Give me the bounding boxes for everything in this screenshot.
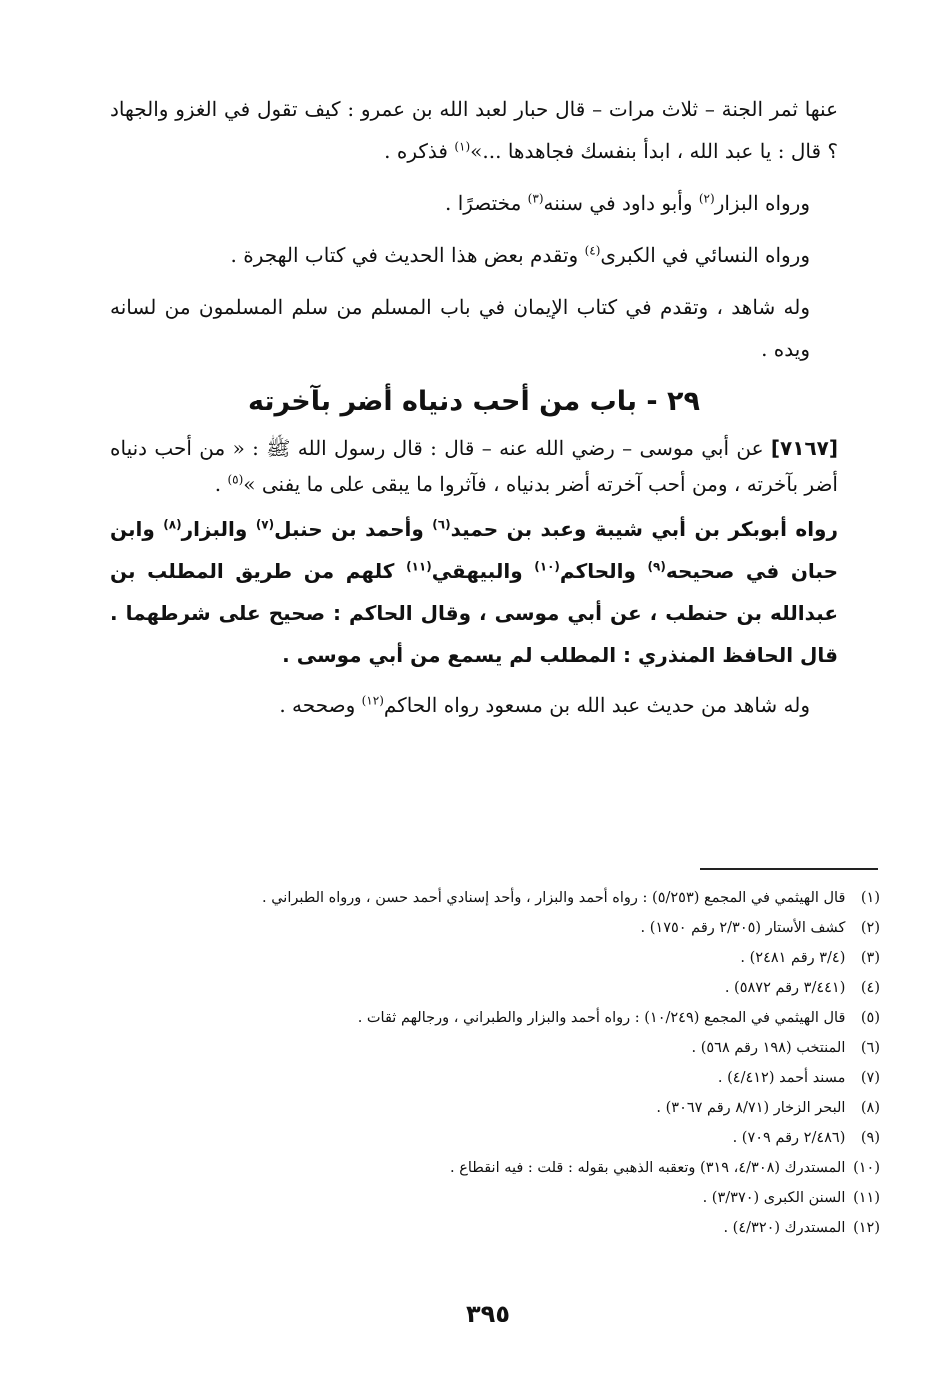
footnote-ref-4[interactable]: (٤)	[584, 243, 601, 258]
footnote-ref-6[interactable]: (٦)	[432, 517, 451, 532]
paragraph-2-text: ورواه البزار	[714, 191, 810, 215]
paragraph-3-end: وتقدم بعض هذا الحديث في كتاب الهجرة .	[230, 243, 585, 267]
footnote-ref-9[interactable]: (٩)	[647, 559, 666, 574]
takhrij-text-d: وابن حبان في صحيحه	[110, 517, 839, 583]
takhrij-text-f: والبيهقي	[431, 559, 535, 583]
footnote-number: (٥)	[860, 1010, 880, 1026]
footnote-number: (٦)	[860, 1040, 880, 1056]
shahid-paragraph	[110, 684, 838, 726]
shahid-text: وله شاهد من حديث عبد الله بن مسعود رواه الحاكم	[383, 693, 810, 717]
footnote-divider	[700, 868, 878, 870]
footnote-item	[110, 1093, 880, 1123]
footnote-number: (٣)	[860, 950, 880, 966]
paragraph-2-text-b: وأبو داود في سننه	[543, 191, 699, 215]
paragraph-2-end: مختصرًا .	[445, 191, 528, 215]
footnote-ref-8[interactable]: (٨)	[163, 517, 182, 532]
paragraph-1	[110, 88, 838, 172]
paragraph-4: وله شاهد ، وتقدم في كتاب الإيمان في باب المسلم من سلم المسلمون من لسانه ويده .	[110, 295, 810, 361]
footnote-ref-3[interactable]: (٣)	[527, 191, 544, 206]
footnote-ref-1[interactable]: (١)	[454, 139, 471, 154]
footnote-text: المنتخب (١٩٨ رقم ٥٦٨) .	[691, 1040, 846, 1056]
chapter-heading: ٢٩ - باب من أحب دنياه أضر بآخرته	[248, 386, 700, 417]
footnote-text: المستدرك (٤/٣٢٠) .	[723, 1220, 846, 1236]
page-number: ٣٩٥	[466, 1300, 510, 1328]
takhrij-paragraph	[110, 508, 838, 676]
footnote-item	[110, 1183, 880, 1213]
footnote-number: (١)	[860, 890, 880, 906]
footnote-item	[110, 1063, 880, 1093]
footnote-ref-10[interactable]: (١٠)	[534, 559, 560, 574]
footnote-text: قال الهيثمي في المجمع (٥/٢٥٣) : رواه أحمد والبزار ، وأحد إسنادي أحمد حسن ، ورواه الطبراني .	[261, 890, 846, 906]
footnote-text: المستدرك (٤/٣٠٨، ٣١٩) وتعقبه الذهبي بقوله : قلت : فيه انقطاع .	[450, 1160, 846, 1176]
footnote-text: البحر الزخار (٨/٧١ رقم ٣٠٦٧) .	[656, 1100, 846, 1116]
paragraph-3	[110, 234, 838, 276]
takhrij-text-b: وأحمد بن حنبل	[274, 517, 433, 541]
hadith-text	[110, 430, 838, 502]
hadith-number: [٧١٦٧]	[770, 436, 838, 460]
footnote-number: (٤)	[860, 980, 880, 996]
footnote-text: كشف الأستار (٢/٣٠٥ رقم ١٧٥٠) .	[640, 920, 846, 936]
footnote-ref-7[interactable]: (٧)	[255, 517, 275, 532]
footnote-number: (٨)	[860, 1100, 880, 1116]
footnote-text: (٣/٤ رقم ٢٤٨١) .	[740, 950, 846, 966]
page-body	[110, 88, 838, 736]
takhrij-text-a: رواه أبوبكر بن أبي شيبة وعبد بن حميد	[450, 517, 838, 541]
takhrij-text-g: كلهم من طريق المطلب بن عبدالله بن حنطب ، عن أبي موسى ، وقال الحاكم : صحيح على شرطهما . قال الحافظ المنذري : المطلب لم يسمع من أبي موسى .	[110, 559, 838, 667]
footnote-text: مسند أحمد (٤/٤١٢) .	[717, 1070, 846, 1086]
paragraph-2	[110, 182, 838, 224]
takhrij-text-c: والبزار	[181, 517, 256, 541]
footnote-item	[110, 1213, 880, 1243]
hadith-body: عن أبي موسى – رضي الله عنه – قال : قال رسول الله ﷺ : « من أحب دنياه أضر بآخرته ، ومن أحب آخرته أضر بدنياه ، فآثروا ما يبقى على ما يفنى »	[110, 436, 838, 496]
footnote-text: (٣/٤٤١ رقم ٥٨٧٢) .	[724, 980, 846, 996]
paragraph-1-text: عنها ثمر الجنة – ثلاث مرات – قال حبار لعبد الله بن عمرو : كيف تقول في الغزو والجهاد ؟ قال : يا عبد الله ، ابدأ بنفسك فجاهدها ...»	[110, 97, 838, 163]
footnote-number: (٩)	[860, 1130, 880, 1146]
paragraph-3-text: ورواه النسائي في الكبرى	[600, 243, 810, 267]
shahid-end: وصححه .	[279, 693, 362, 717]
footnote-ref-5[interactable]: (٥)	[227, 472, 244, 487]
footnote-number: (٢)	[860, 920, 880, 936]
paragraph-1-end: فذكره .	[384, 139, 455, 163]
footnote-text: قال الهيثمي في المجمع (١٠/٢٤٩) : رواه أحمد والبزار والطبراني ، ورجالهم ثقات .	[357, 1010, 846, 1026]
footnotes-list	[110, 883, 880, 1243]
footnote-item	[110, 883, 880, 913]
footnote-ref-12[interactable]: (١٢)	[361, 693, 384, 708]
footnote-number: (١١)	[853, 1190, 880, 1206]
footnote-item	[110, 1153, 880, 1183]
footnote-ref-2[interactable]: (٢)	[698, 191, 715, 206]
footnote-number: (١٠)	[853, 1160, 880, 1176]
takhrij-text-e: والحاكم	[559, 559, 648, 583]
footnote-text: السنن الكبرى (٣/٣٧٠) .	[702, 1190, 846, 1206]
hadith-end: .	[214, 472, 228, 496]
footnote-item	[110, 913, 880, 943]
footnote-item	[110, 973, 880, 1003]
footnote-item	[110, 1003, 880, 1033]
footnote-text: (٢/٤٨٦ رقم ٧٠٩) .	[732, 1130, 846, 1146]
footnote-item	[110, 1033, 880, 1063]
footnote-number: (٧)	[860, 1070, 880, 1086]
footnote-item	[110, 943, 880, 973]
footnote-ref-11[interactable]: (١١)	[406, 559, 432, 574]
footnote-item	[110, 1123, 880, 1153]
footnote-number: (١٢)	[853, 1220, 880, 1236]
